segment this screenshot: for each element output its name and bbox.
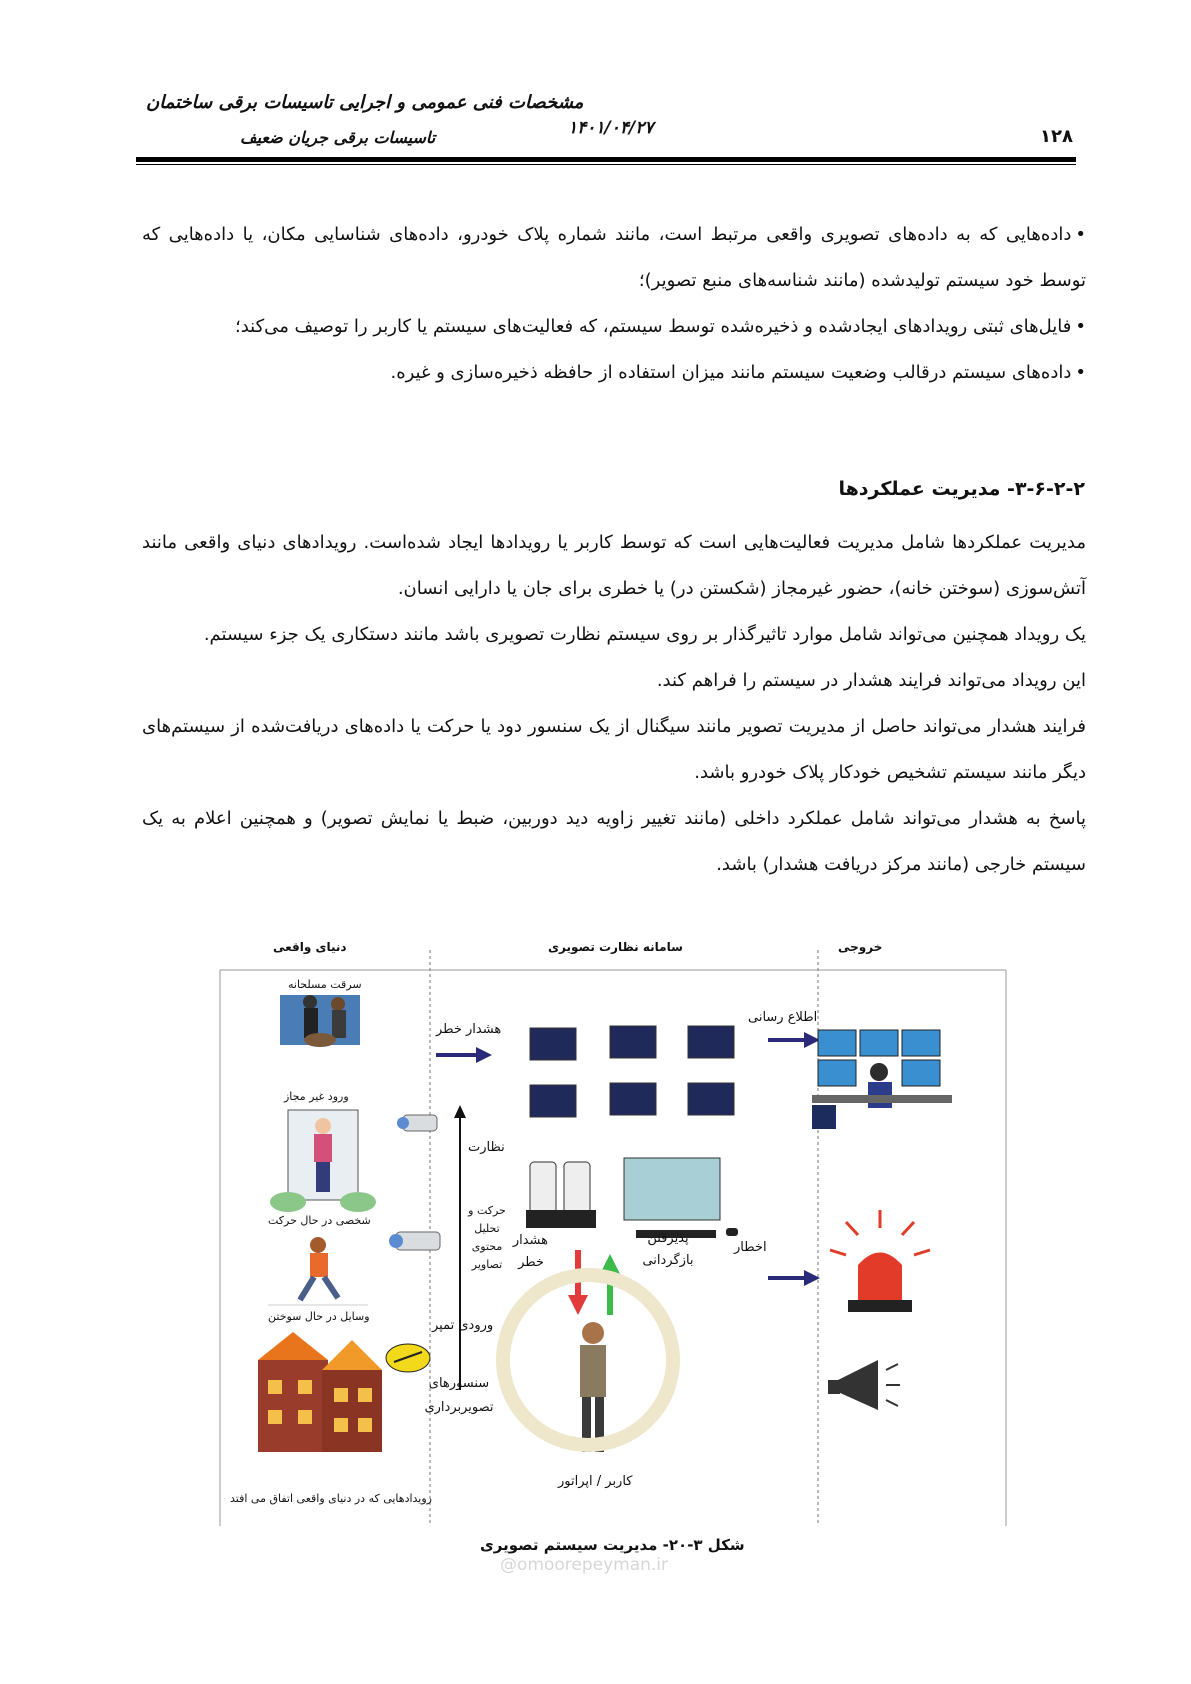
siren-icon <box>830 1210 930 1312</box>
label-motion-analysis: حرکت و تحلیل محتوی تصاویر <box>468 1204 506 1271</box>
paragraph: مدیریت عملکردها شامل مدیریت فعالیت‌هایی است که توسط کاربر یا رویدادها ایجاد شده‌است. رویدادهای دنیای واقعی مانند آتش‌سوزی (سوختن خانه)، حضور غیرمجاز (شکستن در) یا خطری برای جان یا دارایی انسان. <box>142 532 1086 599</box>
label-imaging-sensors: سنسورهای تصویربرداری <box>424 1376 494 1415</box>
paragraph: این رویداد می‌تواند فرایند هشدار در سیستم را فراهم کند. <box>656 670 1086 691</box>
intruder-illustration <box>270 1110 376 1212</box>
tamper-switch-icon <box>386 1344 430 1372</box>
bullet-list <box>142 212 1086 396</box>
section-heading: ۳-۶-۲-۲- مدیریت عملکردها <box>838 478 1085 500</box>
header-date: ۱۴۰۱/۰۴/۲۷ <box>568 118 654 138</box>
paragraph: پاسخ به هشدار می‌تواند شامل عملکرد داخلی (مانند تغییر زاویه دید دوربین، ضبط یا نمایش تصویر) و همچنین اعلام به یک سیستم خارجی (مانند مرکز دریافت هشدار) باشد. <box>142 808 1086 875</box>
computer-icon <box>624 1158 738 1238</box>
monitor-wall-icon <box>530 1026 734 1117</box>
camera-icon-2 <box>389 1232 440 1250</box>
figure-drawing <box>218 940 1008 1526</box>
label-danger-alarm: هشدار خطر <box>512 1233 548 1270</box>
figure-caption: شکل ۳-۲۰- مدیریت سیستم تصویری <box>480 1536 745 1554</box>
list-item: •فایل‌های ثبتی رویدادهای ایجادشده و ذخیره‌شده توسط سیستم، که فعالیت‌های سیستم یا کاربر را توصیف می‌کند؛ <box>235 316 1086 337</box>
label-real-world-events: رویدادهایی که در دنیای واقعی اتفاق می افتد <box>230 1492 432 1505</box>
label-user-operator: کاربر / اپراتور <box>558 1474 633 1489</box>
label-person-moving: شخصی در حال حرکت <box>268 1214 371 1227</box>
label-notify: اطلاع رسانی <box>748 1010 818 1025</box>
control-room-icon <box>812 1030 952 1129</box>
header-rule <box>136 157 1076 162</box>
label-unauthorized-entry: ورود غیر مجاز <box>284 1090 349 1103</box>
list-item: •داده‌های سیستم درقالب وضعیت سیستم مانند میزان استفاده از حافظه ذخیره‌سازی و غیره. <box>390 362 1086 383</box>
label-warning: اخطار <box>734 1240 767 1255</box>
page-number: ۱۲۸ <box>1040 126 1073 147</box>
label-monitoring: نظارت <box>468 1140 505 1155</box>
watermark-url: @omoorepeyman.ir <box>500 1555 669 1575</box>
label-danger-alarm-arrow: هشدار خطر <box>436 1022 502 1037</box>
label-ack-reset: پذیرفتن بازگردانی <box>642 1231 694 1268</box>
paragraph: یک رویداد همچنین می‌تواند شامل موارد تاثیرگذار بر روی سیستم نظارت تصویری باشد مانند دستکاری یک جزء سیستم. <box>203 624 1086 645</box>
operator-icon <box>580 1322 606 1452</box>
body-paragraphs <box>142 520 1086 888</box>
robbery-illustration <box>280 995 360 1047</box>
camera-icon-1 <box>397 1115 437 1131</box>
phone-icon <box>526 1162 596 1228</box>
list-item: •داده‌هایی که به داده‌های تصویری واقعی مرتبط است، مانند شماره پلاک خودرو، داده‌های شناسایی مکان، یا داده‌هایی که توسط خود سیستم تولیدشده (مانند شناسه‌های منبع تصویر)؛ <box>142 224 1086 291</box>
burning-buildings-illustration <box>258 1332 382 1452</box>
header-rule-thin <box>136 164 1076 165</box>
paragraph: فرایند هشدار می‌تواند حاصل از مدیریت تصویر مانند سیگنال از یک سنسور دود یا حرکت یا داده‌های دریافت‌شده از سیستم‌های دیگر مانند سیستم تشخیص خودکار پلاک خودرو باشد. <box>142 716 1086 783</box>
megaphone-icon <box>828 1360 900 1410</box>
figure-vss-management <box>218 940 1008 1526</box>
runner-illustration <box>268 1237 368 1305</box>
header-title: مشخصات فنی عمومی و اجرایی تاسیسات برقی ساختمان <box>146 92 584 113</box>
column-heading-real-world: دنیای واقعی <box>273 940 347 954</box>
label-burning-property: وسایل در حال سوختن <box>268 1310 370 1323</box>
column-heading-vss: سامانه نظارت تصویری <box>548 940 683 954</box>
column-heading-output: خروجی <box>838 940 883 954</box>
label-armed-robbery: سرقت مسلحانه <box>288 978 362 991</box>
label-tamper-input: ورودی تمپر <box>432 1318 494 1333</box>
header-subtitle: تاسیسات برقی جریان ضعیف <box>240 128 436 147</box>
